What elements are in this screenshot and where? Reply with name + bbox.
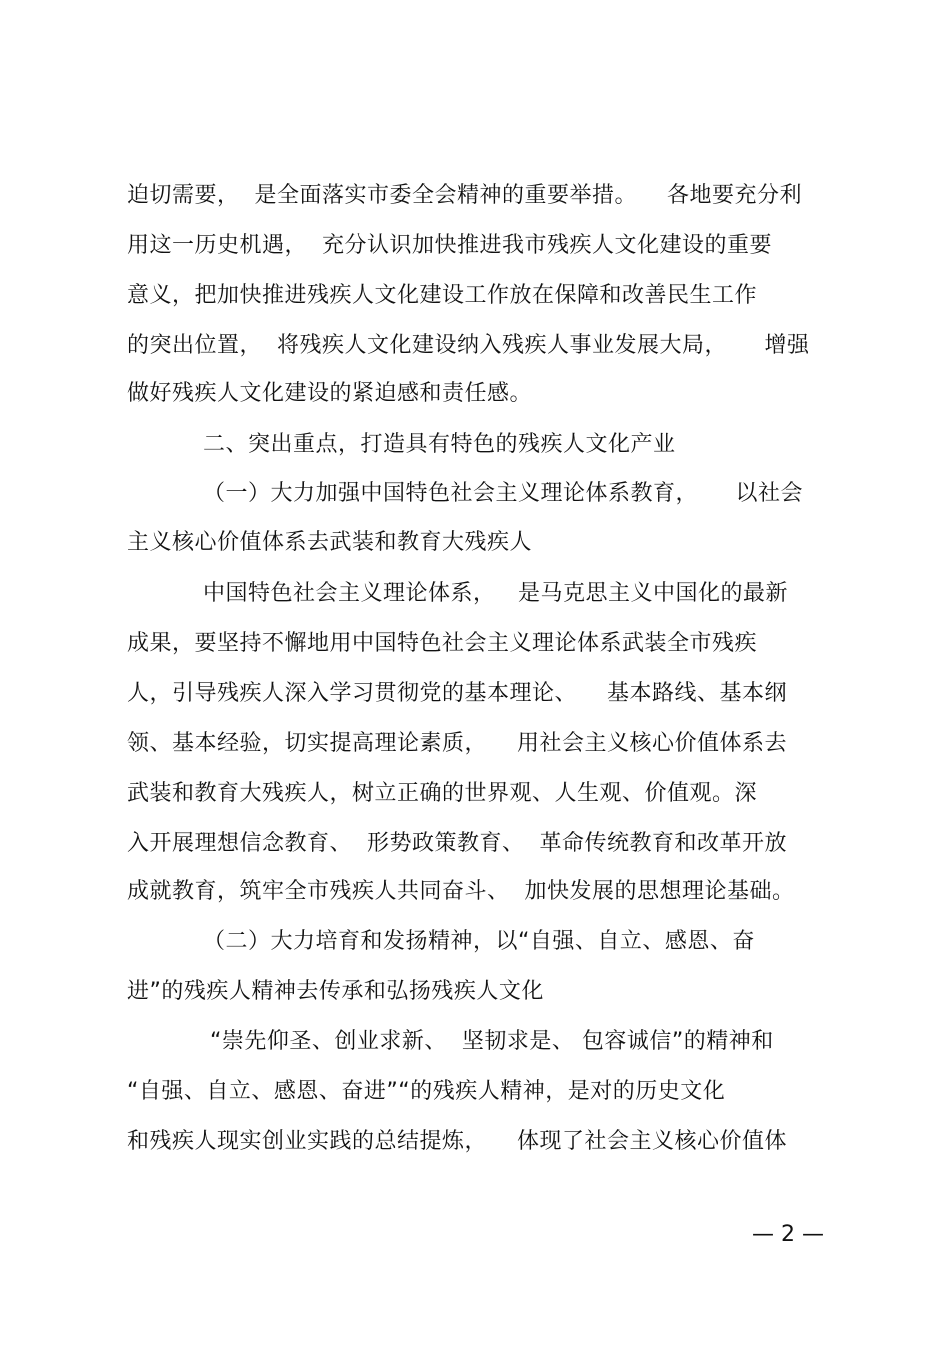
- body-text-line: “自强、自立、感恩、奋进”“的残疾人精神，是对的历史文化: [127, 1079, 726, 1104]
- page-number: — 2 —: [752, 1222, 824, 1247]
- subsection-heading-continued: 进”的残疾人精神去传承和弘扬残疾人文化: [127, 979, 544, 1004]
- body-text-line: 入开展理想信念教育、 形势政策教育、 革命传统教育和改革开放: [127, 831, 787, 856]
- body-text-line: 成就教育，筑牢全市残疾人共同奋斗、 加快发展的思想理论基础。: [127, 879, 795, 904]
- subsection-heading: （一）大力加强中国特色社会主义理论体系教育， 以社会: [203, 481, 803, 506]
- body-text-line: 中国特色社会主义理论体系， 是马克思主义中国化的最新: [203, 581, 788, 606]
- body-text-line: 和残疾人现实创业实践的总结提炼， 体现了社会主义核心价值体: [127, 1129, 787, 1154]
- body-text-line: “崇先仰圣、创业求新、 坚韧求是、 包容诚信”的精神和: [210, 1029, 774, 1054]
- body-text-line: 意义，把加快推进残疾人文化建设工作放在保障和改善民生工作: [127, 283, 758, 308]
- subsection-heading-continued: 主义核心价值体系去武装和教育大残疾人: [127, 530, 533, 555]
- body-text-line: 领、基本经验，切实提高理论素质， 用社会主义核心价值体系去: [127, 731, 787, 756]
- section-heading: 二、突出重点，打造具有特色的残疾人文化产业: [203, 432, 676, 457]
- body-text-line: 武装和教育大残疾人，树立正确的世界观、人生观、价值观。深: [127, 781, 758, 806]
- body-text-line: 人，引导残疾人深入学习贯彻党的基本理论、 基本路线、基本纲: [127, 681, 787, 706]
- subsection-heading: （二）大力培育和发扬精神，以“自强、自立、感恩、奋: [203, 929, 755, 954]
- body-text-line: 成果，要坚持不懈地用中国特色社会主义理论体系武装全市残疾: [127, 631, 758, 656]
- body-text-line: 迫切需要， 是全面落实市委全会精神的重要举措。 各地要充分利: [127, 183, 802, 208]
- body-text-line: 用这一历史机遇， 充分认识加快推进我市残疾人文化建设的重要: [127, 233, 772, 258]
- body-text-line: 做好残疾人文化建设的紧迫感和责任感。: [127, 381, 533, 406]
- body-text-line: 的突出位置， 将残疾人文化建设纳入残疾人事业发展大局， 增强: [127, 333, 810, 358]
